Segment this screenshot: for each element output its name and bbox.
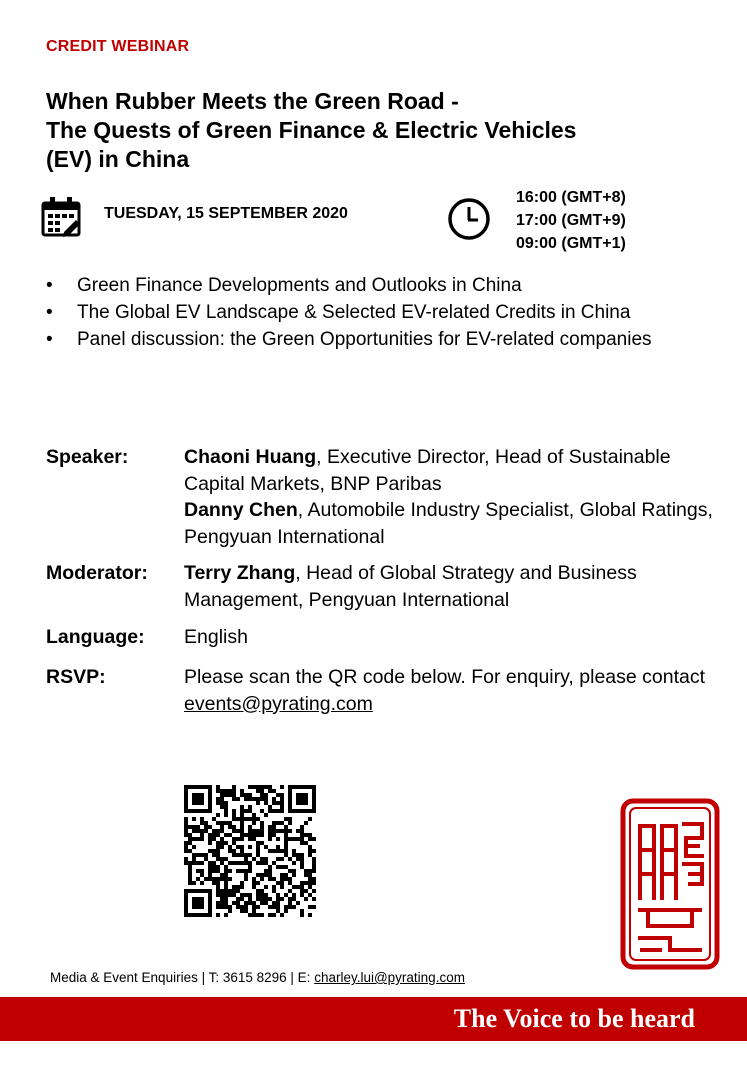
qr-code[interactable] — [184, 785, 316, 917]
speaker-label: Speaker: — [46, 446, 129, 468]
agenda-item: • Panel discussion: the Green Opportunities for EV-related companies — [46, 326, 706, 353]
event-date: TUESDAY, 15 SEPTEMBER 2020 — [104, 205, 348, 222]
moderator-label: Moderator: — [46, 562, 148, 584]
contact-email-link[interactable]: charley.lui@pyrating.com — [314, 970, 465, 985]
moderator-name: Terry Zhang — [184, 562, 296, 584]
contact-text: Media & Event Enquiries | T: 3615 8296 | E: — [50, 970, 315, 985]
seal-logo — [620, 798, 720, 970]
title-line: (EV) in China — [46, 146, 190, 172]
moderator-entry — [184, 560, 719, 613]
speaker-role: , Automobile Industry Specialist, Global Ratings, Pengyuan International — [184, 499, 713, 548]
language-value: English — [184, 626, 248, 648]
media-contact — [50, 970, 465, 985]
agenda-list — [46, 272, 706, 353]
page-title — [46, 87, 726, 174]
agenda-item: • Green Finance Developments and Outlooks in China — [46, 272, 706, 299]
speaker-name: Chaoni Huang — [184, 446, 317, 468]
moderator-role: , Head of Global Strategy and Business Management, Pengyuan International — [184, 562, 637, 611]
title-line: The Quests of Green Finance & Electric Vehicles — [46, 117, 577, 143]
time-entry: 16:00 (GMT+8) — [516, 189, 626, 206]
title-line: When Rubber Meets the Green Road - — [46, 88, 459, 114]
category-label: CREDIT WEBINAR — [46, 38, 190, 55]
calendar-icon — [40, 194, 82, 238]
rsvp-email-link[interactable]: events@pyrating.com — [184, 692, 373, 715]
language-label: Language: — [46, 626, 145, 648]
qr-finder-center — [192, 793, 204, 805]
speaker-list — [184, 444, 719, 550]
speaker-entry — [184, 497, 719, 550]
speaker-entry — [184, 444, 719, 497]
speaker-role: , Executive Director, Head of Sustainable Capital Markets, BNP Paribas — [184, 446, 671, 495]
speaker-name: Danny Chen — [184, 499, 298, 521]
rsvp-text — [184, 664, 719, 717]
time-entry: 17:00 (GMT+9) — [516, 212, 626, 229]
clock-icon — [447, 197, 491, 241]
rsvp-label: RSVP: — [46, 666, 106, 688]
tagline: The Voice to be heard — [453, 1004, 695, 1033]
time-entry: 09:00 (GMT+1) — [516, 235, 626, 252]
qr-finder-center — [296, 793, 308, 805]
agenda-item: • The Global EV Landscape & Selected EV-related Credits in China — [46, 299, 706, 326]
qr-finder-center — [192, 897, 204, 909]
rsvp-instructions: Please scan the QR code below. For enquiry, please contact — [184, 666, 706, 688]
event-times — [516, 186, 626, 255]
